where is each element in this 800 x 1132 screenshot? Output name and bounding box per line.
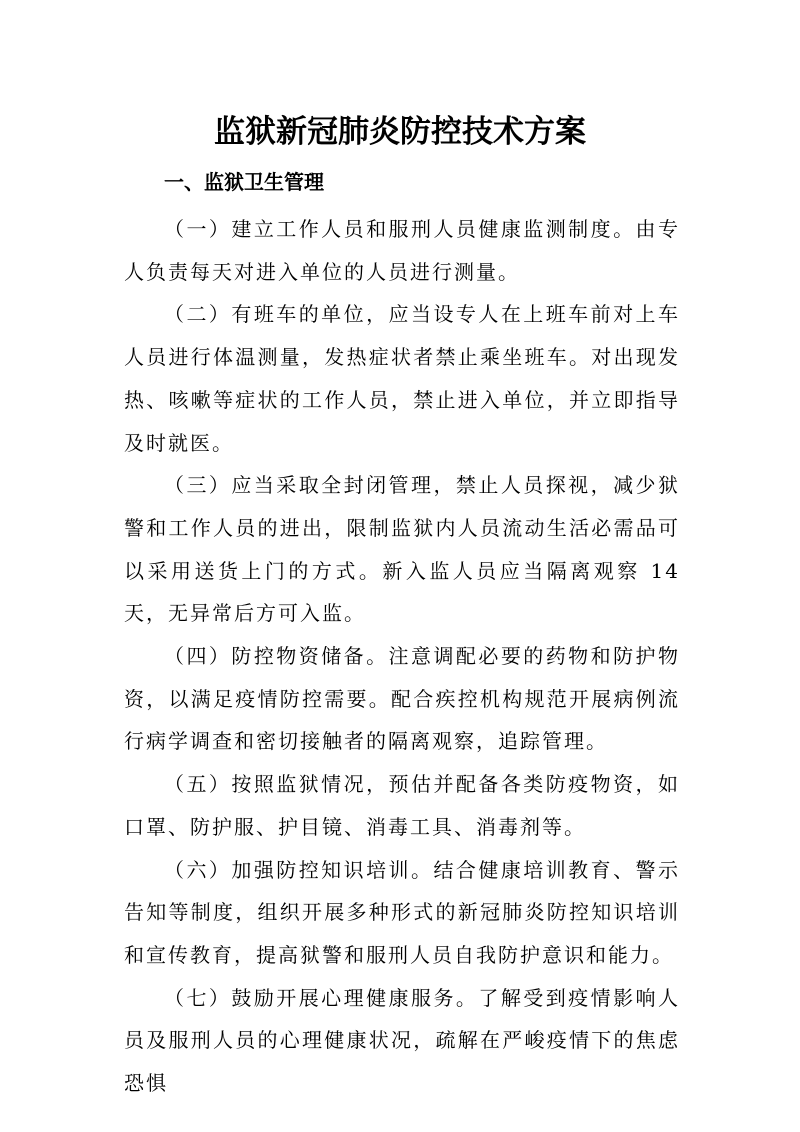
paragraph-5: （五）按照监狱情况，预估并配备各类防疫物资，如口罩、防护服、护目镜、消毒工具、消毒剂等。 <box>124 772 680 839</box>
paragraph-1: （一）建立工作人员和服刑人员健康监测制度。由专人负责每天对进入单位的人员进行测量。 <box>124 217 680 284</box>
document-title: 监狱新冠肺炎防控技术方案 <box>214 114 586 150</box>
paragraph-3: （三）应当采取全封闭管理，禁止人员探视，减少狱警和工作人员的进出，限制监狱内人员流动生活必需品可以采用送货上门的方式。新入监人员应当隔离观察 14 天，无异常后方可入监。 <box>124 473 680 626</box>
paragraph-2: （二）有班车的单位，应当设专人在上班车前对上车人员进行体温测量，发热症状者禁止乘坐班车。对出现发热、咳嗽等症状的工作人员，禁止进入单位，并立即指导及时就医。 <box>124 302 680 455</box>
section-heading: 一、监狱卫生管理 <box>164 170 324 194</box>
paragraph-6: （六）加强防控知识培训。结合健康培训教育、警示告知等制度，组织开展多种形式的新冠肺炎防控知识培训和宣传教育，提高狱警和服刑人员自我防护意识和能力。 <box>124 857 680 967</box>
paragraph-4: （四）防控物资储备。注意调配必要的药物和防护物资，以满足疫情防控需要。配合疾控机构规范开展病例流行病学调查和密切接触者的隔离观察，追踪管理。 <box>124 644 680 754</box>
paragraph-7: （七）鼓励开展心理健康服务。了解受到疫情影响人员及服刑人员的心理健康状况，疏解在严峻疫情下的焦虑恐惧 <box>124 985 680 1096</box>
document-body <box>124 208 680 1105</box>
